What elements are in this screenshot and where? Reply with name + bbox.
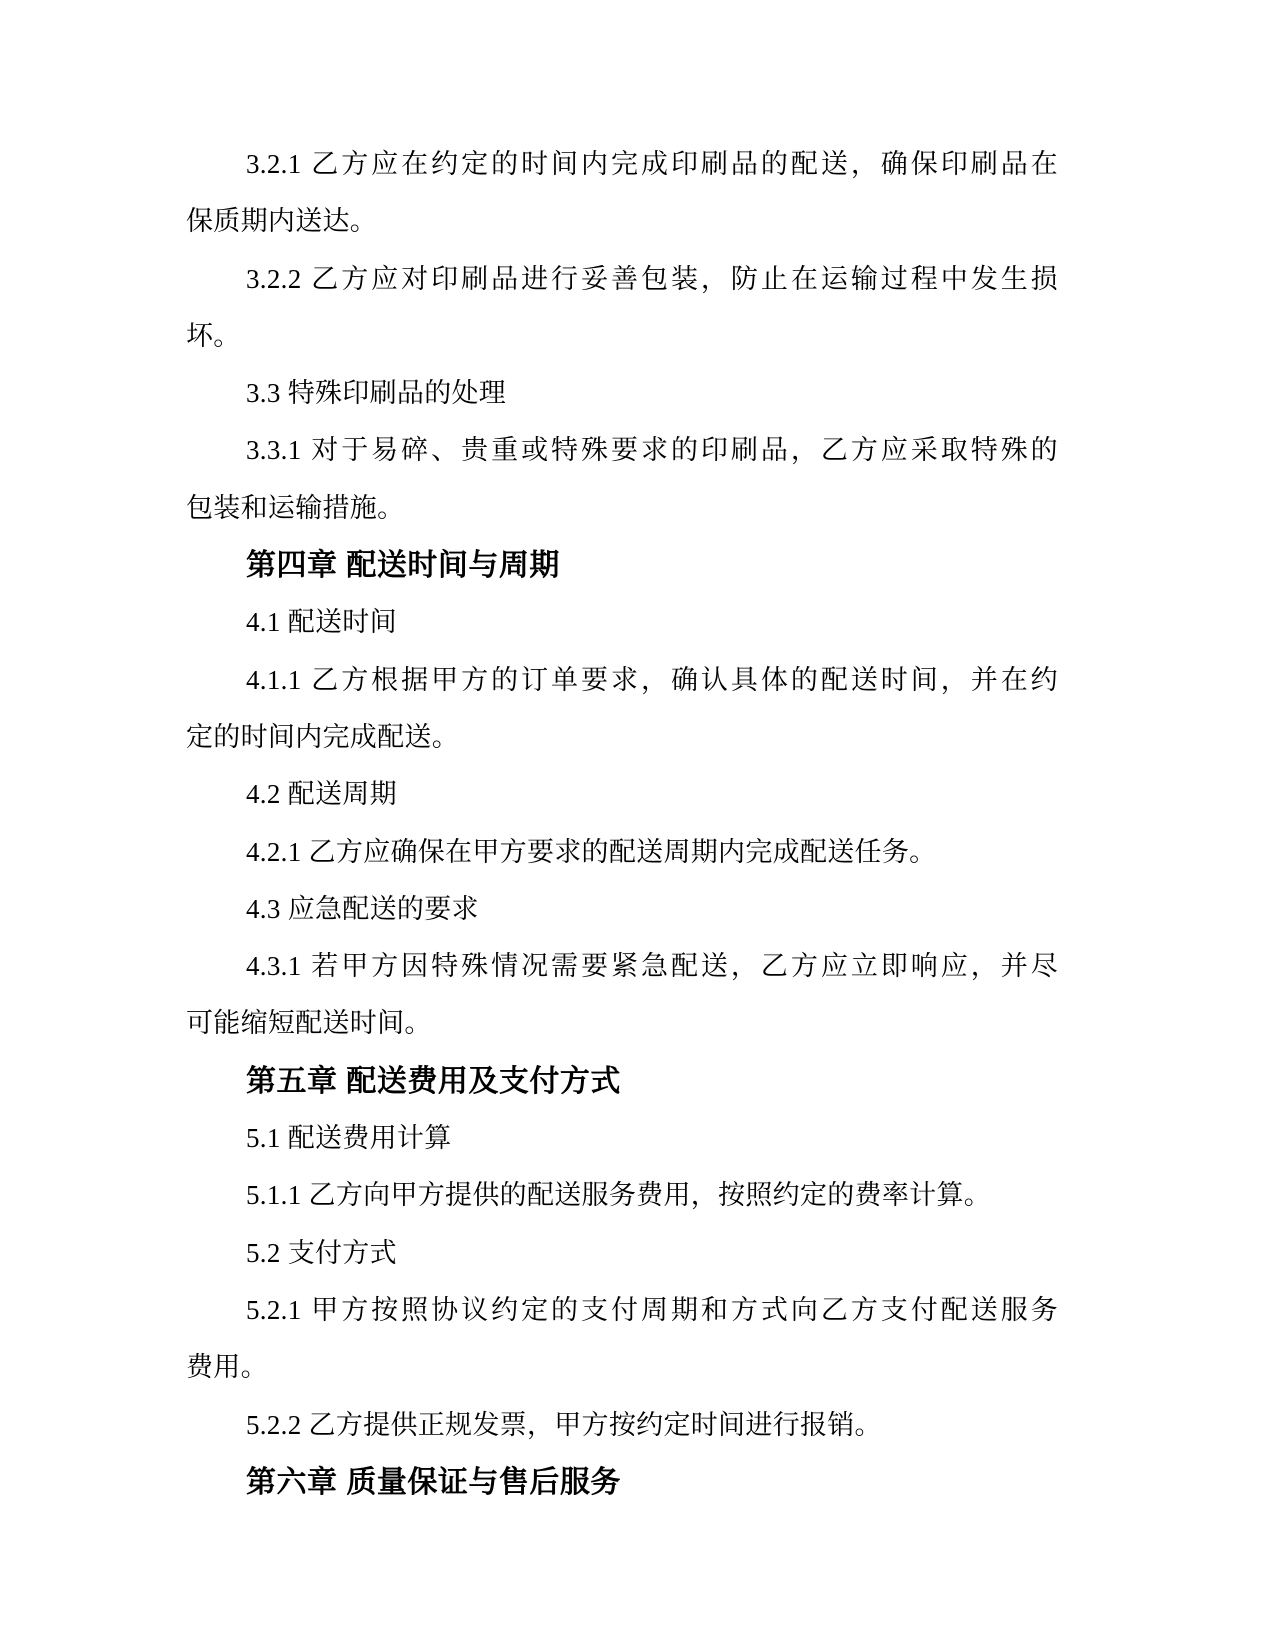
paragraph-line: 4.1 配送时间 [246,607,397,638]
paragraph-line: 5.2.2 乙方提供正规发票，甲方按约定时间进行报销。 [246,1409,882,1440]
chapter-heading: 第四章 配送时间与周期 [246,549,560,583]
paragraph-line: 3.2.1 乙方应在约定的时间内完成印刷品的配送，确保印刷品在 [246,149,1058,179]
chapter-heading: 第六章 质量保证与售后服务 [246,1465,621,1499]
paragraph-line: 4.3 应急配送的要求 [246,893,479,924]
paragraph-line: 费用。 [186,1352,268,1383]
document-body [186,136,1058,1511]
paragraph-line: 5.1.1 乙方向甲方提供的配送服务费用，按照约定的费率计算。 [246,1180,992,1211]
paragraph-line: 可能缩短配送时间。 [186,1008,432,1039]
paragraph-line: 4.2.1 乙方应确保在甲方要求的配送周期内完成配送任务。 [246,836,937,867]
paragraph-line: 4.1.1 乙方根据甲方的订单要求，确认具体的配送时间，并在约 [246,664,1058,695]
paragraph-line: 4.2 配送周期 [246,779,397,810]
paragraph-line: 5.1 配送费用计算 [246,1123,452,1154]
paragraph-line: 包装和运输措施。 [186,492,405,523]
paragraph-line: 3.3.1 对于易碎、贵重或特殊要求的印刷品，乙方应采取特殊的 [246,435,1058,466]
paragraph-line: 3.2.2 乙方应对印刷品进行妥善包装，防止在运输过程中发生损 [246,263,1058,294]
paragraph-line: 坏。 [186,320,241,351]
chapter-heading: 第五章 配送费用及支付方式 [246,1064,621,1098]
paragraph-line: 定的时间内完成配送。 [186,721,459,752]
paragraph-line: 4.3.1 若甲方因特殊情况需要紧急配送，乙方应立即响应，并尽 [246,951,1058,982]
paragraph-line: 保质期内送达。 [186,206,378,237]
paragraph-line: 5.2 支付方式 [246,1237,397,1268]
paragraph-line: 5.2.1 甲方按照协议约定的支付周期和方式向乙方支付配送服务 [246,1294,1058,1325]
paragraph-line: 3.3 特殊印刷品的处理 [246,378,507,409]
